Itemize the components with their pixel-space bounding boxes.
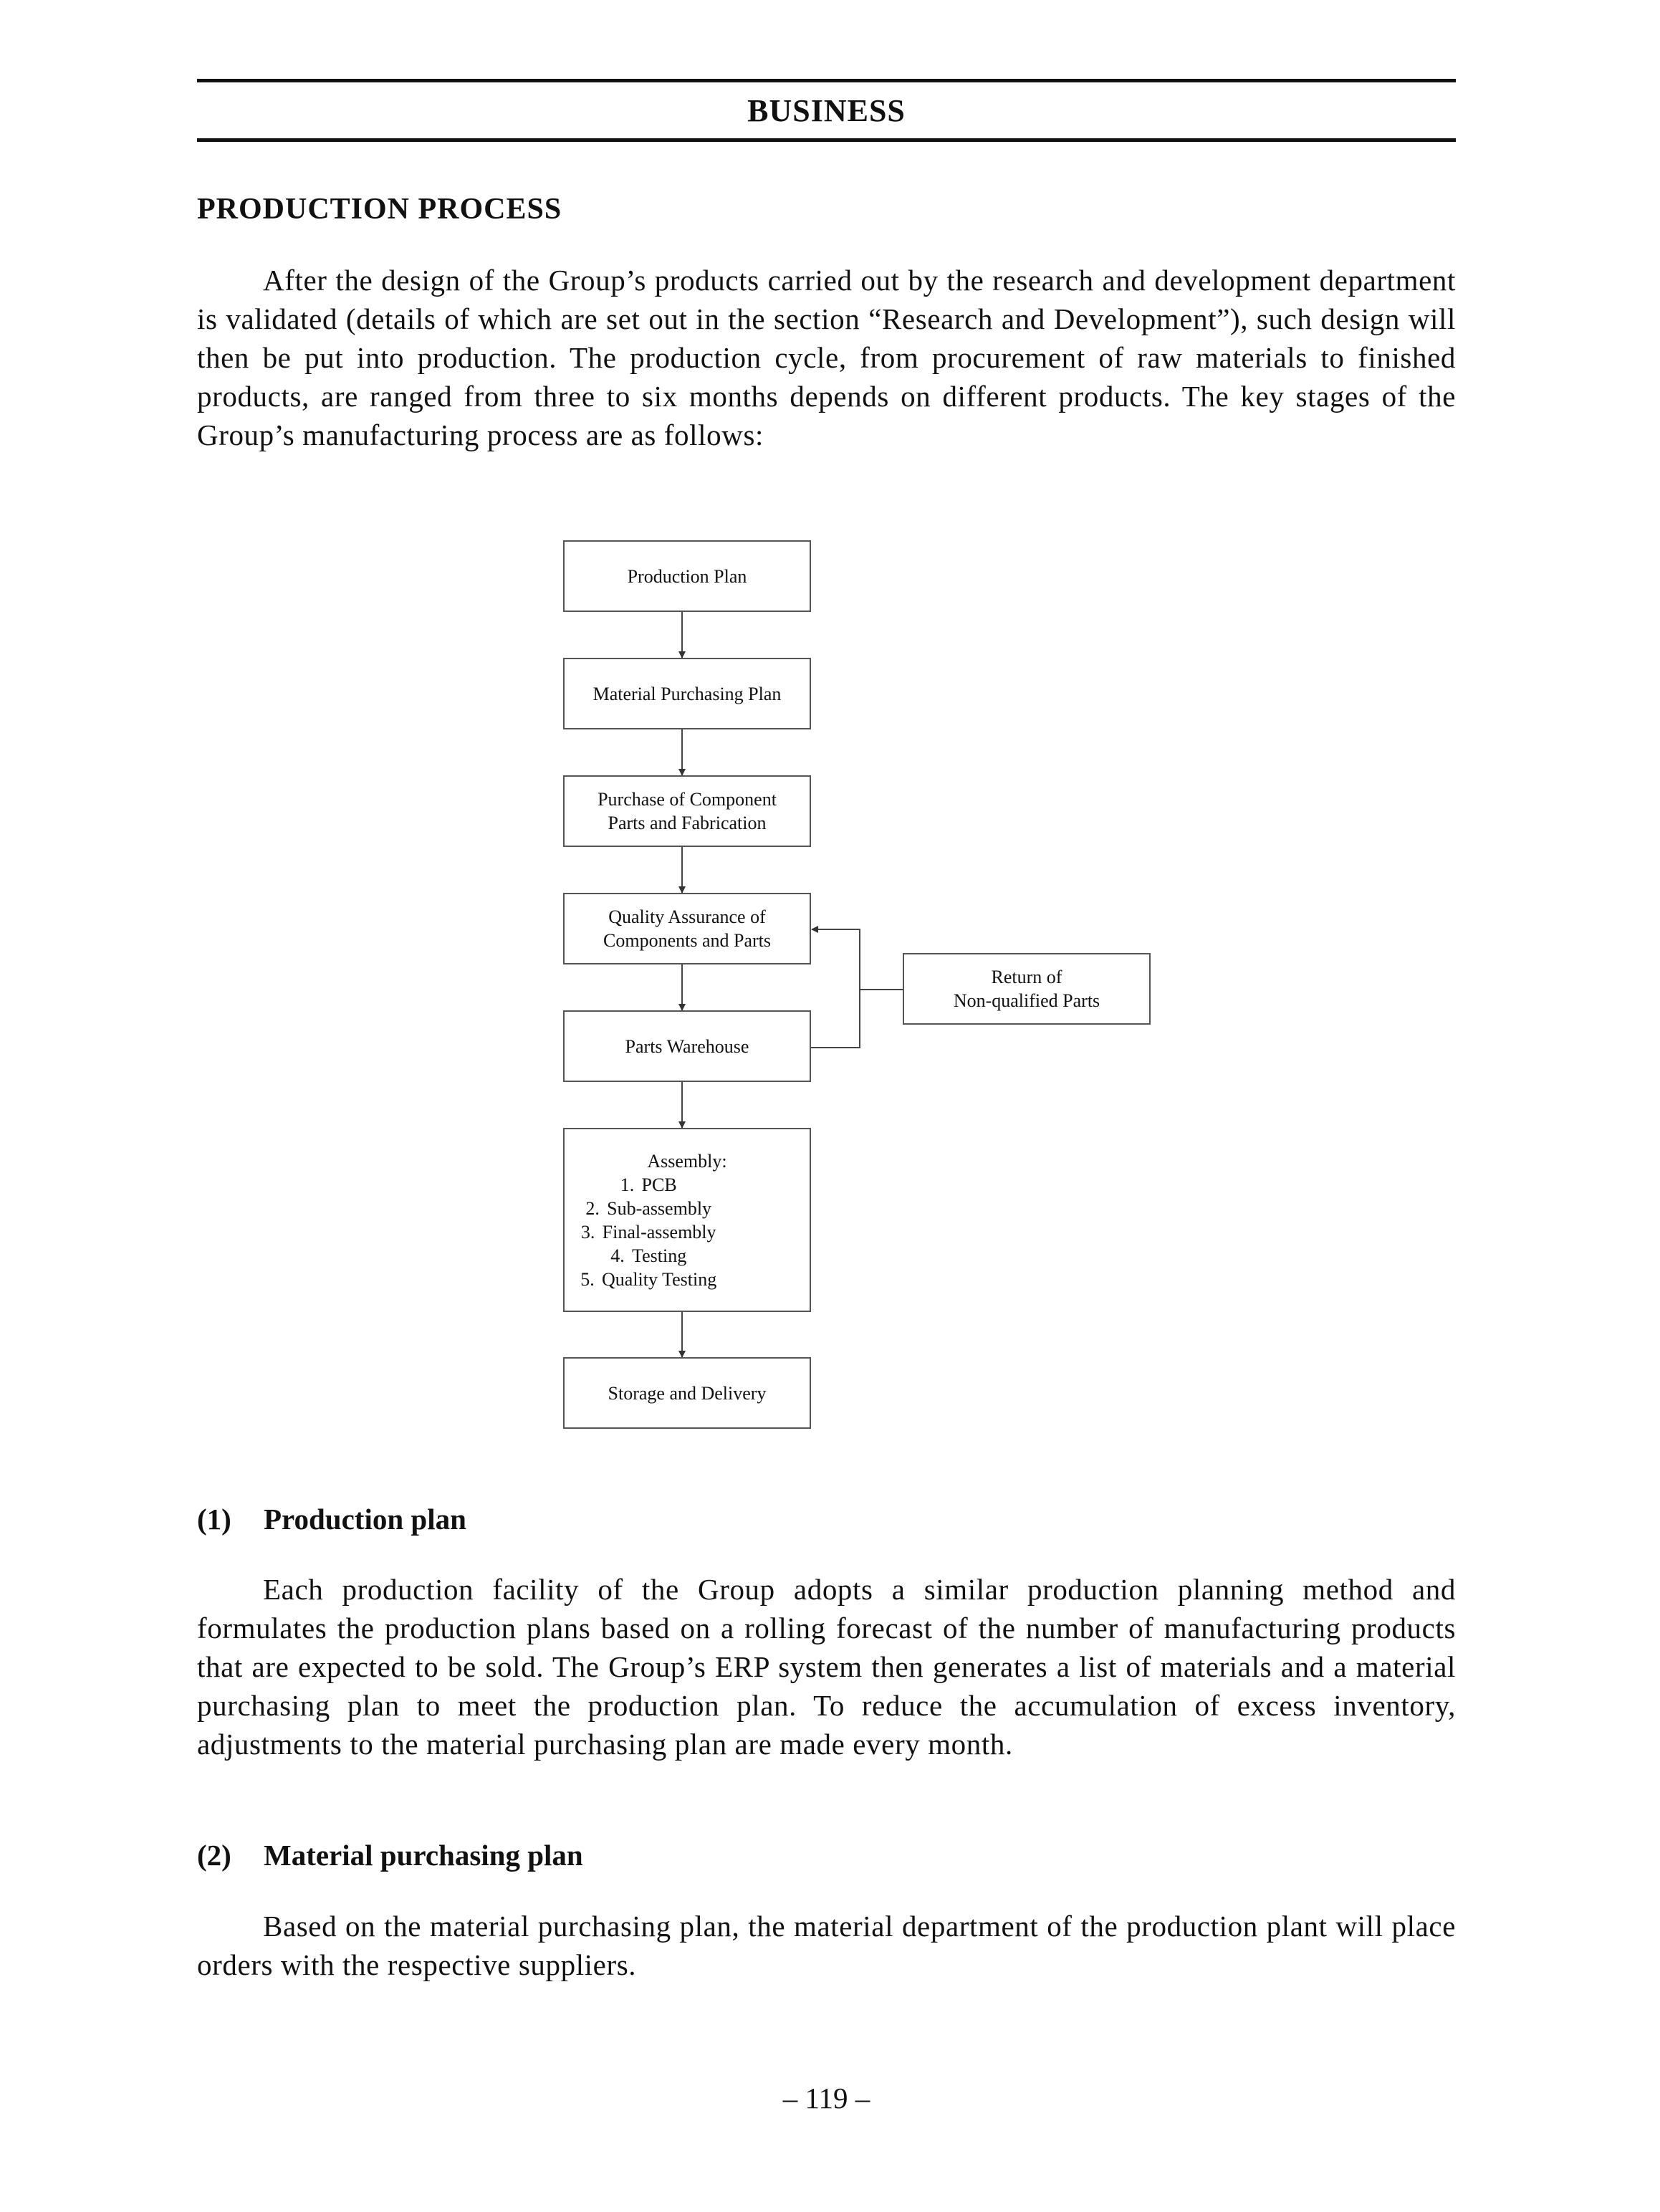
- subsection-heading-production-plan: [197, 1499, 466, 1539]
- assembly-steps: [573, 1173, 716, 1291]
- flow-box-label-line2: Parts and Fabrication: [608, 813, 767, 833]
- flow-box-label-line1: Purchase of Component: [598, 789, 777, 810]
- flow-box-label: Storage and Delivery: [608, 1382, 767, 1404]
- subsection-heading-material-purchasing-plan: [197, 1835, 583, 1875]
- assembly-heading: Assembly:: [647, 1150, 727, 1172]
- production-plan-paragraph: Each production facility of the Group adopts a similar production planning method and formulates the production plans based on a rolling forecast of the number of manufacturing products that are expected to be sold. The Group’s ERP system then generates a list of materials and a material purchasing plan to meet the production plan. To reduce the accumulation of excess inventory, adjustments to the material purchasing plan are made every month.: [197, 1573, 1456, 1761]
- assembly-step: 2. Sub-assembly: [585, 1197, 712, 1219]
- flow-box-label-line2: Non-qualified Parts: [953, 990, 1100, 1011]
- flow-box-label-line1: Quality Assurance of: [608, 906, 766, 927]
- return-loop-connector: [810, 929, 860, 1048]
- header-bottom-rule: [197, 138, 1456, 142]
- subsection-title: Material purchasing plan: [264, 1839, 583, 1872]
- flow-box-label: Material Purchasing Plan: [592, 683, 782, 704]
- assembly-step: 1. PCB: [620, 1174, 677, 1195]
- header-top-rule: [197, 79, 1456, 82]
- flow-box-return-non-qualified: [903, 953, 1151, 1025]
- flow-box-label-line2: Components and Parts: [603, 930, 771, 951]
- assembly-step: 3. Final-assembly: [580, 1221, 716, 1243]
- flow-box-label-line1: Return of: [991, 967, 1062, 987]
- assembly-step: 4. Testing: [610, 1245, 687, 1266]
- subsection-number: (1): [197, 1503, 231, 1536]
- flow-box-quality-assurance: [563, 893, 811, 964]
- flow-box-assembly: [563, 1128, 811, 1312]
- running-header: BUSINESS: [747, 93, 906, 128]
- flow-box-storage-delivery: [563, 1357, 811, 1429]
- flow-box-label: Parts Warehouse: [625, 1035, 749, 1057]
- flow-box-material-purchasing-plan: [563, 658, 811, 729]
- assembly-step: 5. Quality Testing: [580, 1268, 717, 1290]
- subsection-title: Production plan: [264, 1503, 466, 1536]
- flow-box-parts-warehouse: [563, 1010, 811, 1082]
- material-purchasing-plan-paragraph: Based on the material purchasing plan, the material department of the production plant will place orders with the respective suppliers.: [197, 1910, 1456, 1981]
- intro-paragraph: After the design of the Group’s products carried out by the research and development department is validated (details of which are set out in the section “Research and Development”), such design will then be put into production. The production cycle, from procurement of raw materials to finished products, are ranged from three to six months depends on different products. The key stages of the Group’s manufacturing process are as follows:: [197, 264, 1456, 451]
- flow-box-label: Production Plan: [627, 565, 747, 587]
- flow-box-purchase-components: [563, 775, 811, 847]
- flow-box-production-plan: [563, 540, 811, 612]
- section-title: PRODUCTION PROCESS: [197, 193, 562, 226]
- page-number: – 119 –: [782, 2082, 870, 2115]
- subsection-number: (2): [197, 1839, 231, 1872]
